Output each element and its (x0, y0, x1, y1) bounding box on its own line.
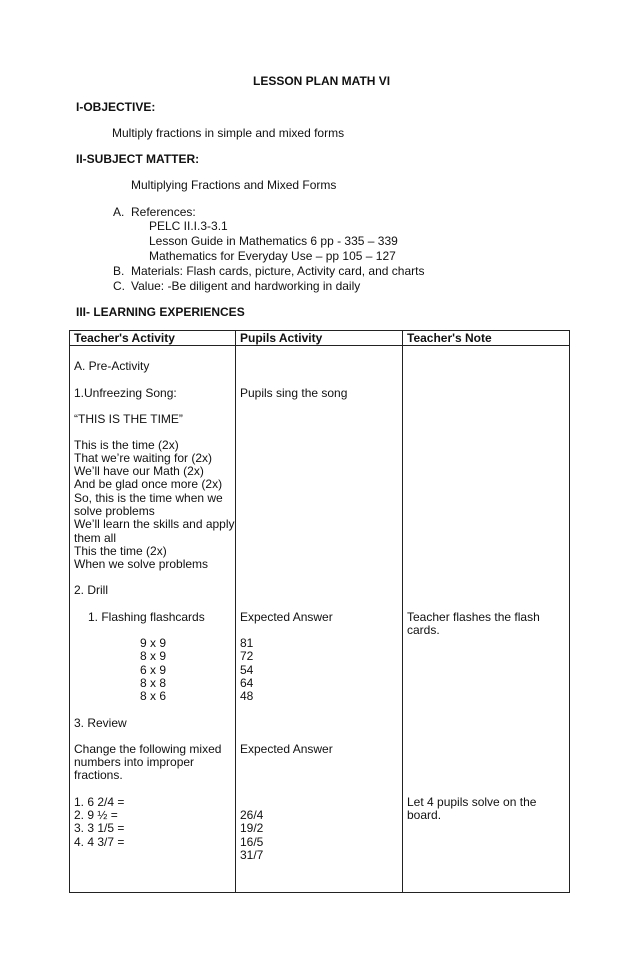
drill-answer: 54 (240, 663, 254, 678)
lyric-line: That we’re waiting for (2x) (74, 451, 213, 466)
reference-item: PELC II.I.3-3.1 (149, 219, 228, 233)
lyric-line: This the time (2x) (74, 544, 167, 559)
teacher-note-line: Let 4 pupils solve on the (407, 795, 537, 810)
pupil-response: Pupils sing the song (240, 386, 348, 401)
lesson-table (69, 330, 570, 893)
expected-answer-label: Expected Answer (240, 610, 333, 625)
drill-answer: 72 (240, 649, 254, 664)
flashcard-product: 8 x 6 (140, 689, 167, 704)
review-answer: 26/4 (240, 808, 264, 823)
section-label: A. Pre-Activity (74, 359, 150, 374)
reference-item: Lesson Guide in Mathematics 6 pp - 335 – 339 (149, 234, 398, 248)
section-label: 2. Drill (74, 583, 109, 598)
section-label: 3. Review (74, 716, 127, 731)
list-item: Materials: Flash cards, picture, Activity card, and charts (131, 264, 425, 278)
review-item: 3. 3 1/5 = (74, 821, 125, 836)
review-answer: 19/2 (240, 821, 264, 836)
list-marker: C. (113, 279, 125, 293)
review-item: 4. 4 3/7 = (74, 835, 125, 850)
list-marker: B. (113, 264, 125, 278)
instruction-line: fractions. (74, 768, 123, 783)
pupils-activity-cell (236, 346, 403, 893)
lyric-line: This is the time (2x) (74, 438, 179, 453)
subject-matter-heading: II-SUBJECT MATTER: (76, 152, 200, 166)
lyric-line: We’ll learn the skills and apply (74, 517, 235, 532)
column-header: Pupils Activity (236, 331, 403, 346)
review-item: 2. 9 ½ = (74, 808, 118, 823)
lyric-line: And be glad once more (2x) (74, 477, 223, 492)
review-item: 1. 6 2/4 = (74, 795, 125, 810)
flashcard-product: 6 x 9 (140, 663, 167, 678)
teacher-activity-cell (70, 346, 236, 893)
teacher-note-line: cards. (407, 623, 440, 638)
table-row (70, 346, 570, 893)
lyric-line: So, this is the time when we (74, 491, 223, 506)
list-item: Value: -Be diligent and hardworking in daily (131, 279, 361, 293)
subject-topic: Multiplying Fractions and Mixed Forms (131, 178, 337, 192)
review-answer: 16/5 (240, 835, 264, 850)
reference-item: Mathematics for Everyday Use – pp 105 – 127 (149, 249, 396, 263)
objective-text: Multiply fractions in simple and mixed forms (112, 126, 345, 140)
flashcard-product: 8 x 8 (140, 676, 167, 691)
drill-item: 1. Flashing flashcards (88, 610, 205, 625)
song-title: “THIS IS THE TIME” (74, 412, 183, 427)
expected-answer-label: Expected Answer (240, 742, 333, 757)
lyric-line: solve problems (74, 504, 155, 519)
drill-answer: 48 (240, 689, 254, 704)
list-marker: A. (113, 205, 125, 219)
review-answer: 31/7 (240, 848, 264, 863)
drill-answer: 81 (240, 636, 254, 651)
learning-heading: III- LEARNING EXPERIENCES (76, 305, 245, 319)
teacher-note-line: Teacher flashes the flash (407, 610, 540, 625)
list-item: References: (131, 205, 196, 219)
document-title: LESSON PLAN MATH VI (253, 74, 391, 88)
table-header-row (70, 331, 570, 346)
teacher-note-line: board. (407, 808, 442, 823)
drill-answer: 64 (240, 676, 254, 691)
instruction-line: numbers into improper (74, 755, 195, 770)
teacher-note-cell (403, 346, 570, 893)
flashcard-product: 8 x 9 (140, 649, 167, 664)
column-header: Teacher's Activity (70, 331, 236, 346)
flashcard-product: 9 x 9 (140, 636, 167, 651)
column-header: Teacher's Note (403, 331, 570, 346)
section-label: 1.Unfreezing Song: (74, 386, 177, 401)
lyric-line: When we solve problems (74, 557, 209, 572)
instruction-line: Change the following mixed (74, 742, 222, 757)
objective-heading: I-OBJECTIVE: (76, 100, 156, 114)
lyric-line: We’ll have our Math (2x) (74, 464, 204, 479)
lyric-line: them all (74, 531, 117, 546)
